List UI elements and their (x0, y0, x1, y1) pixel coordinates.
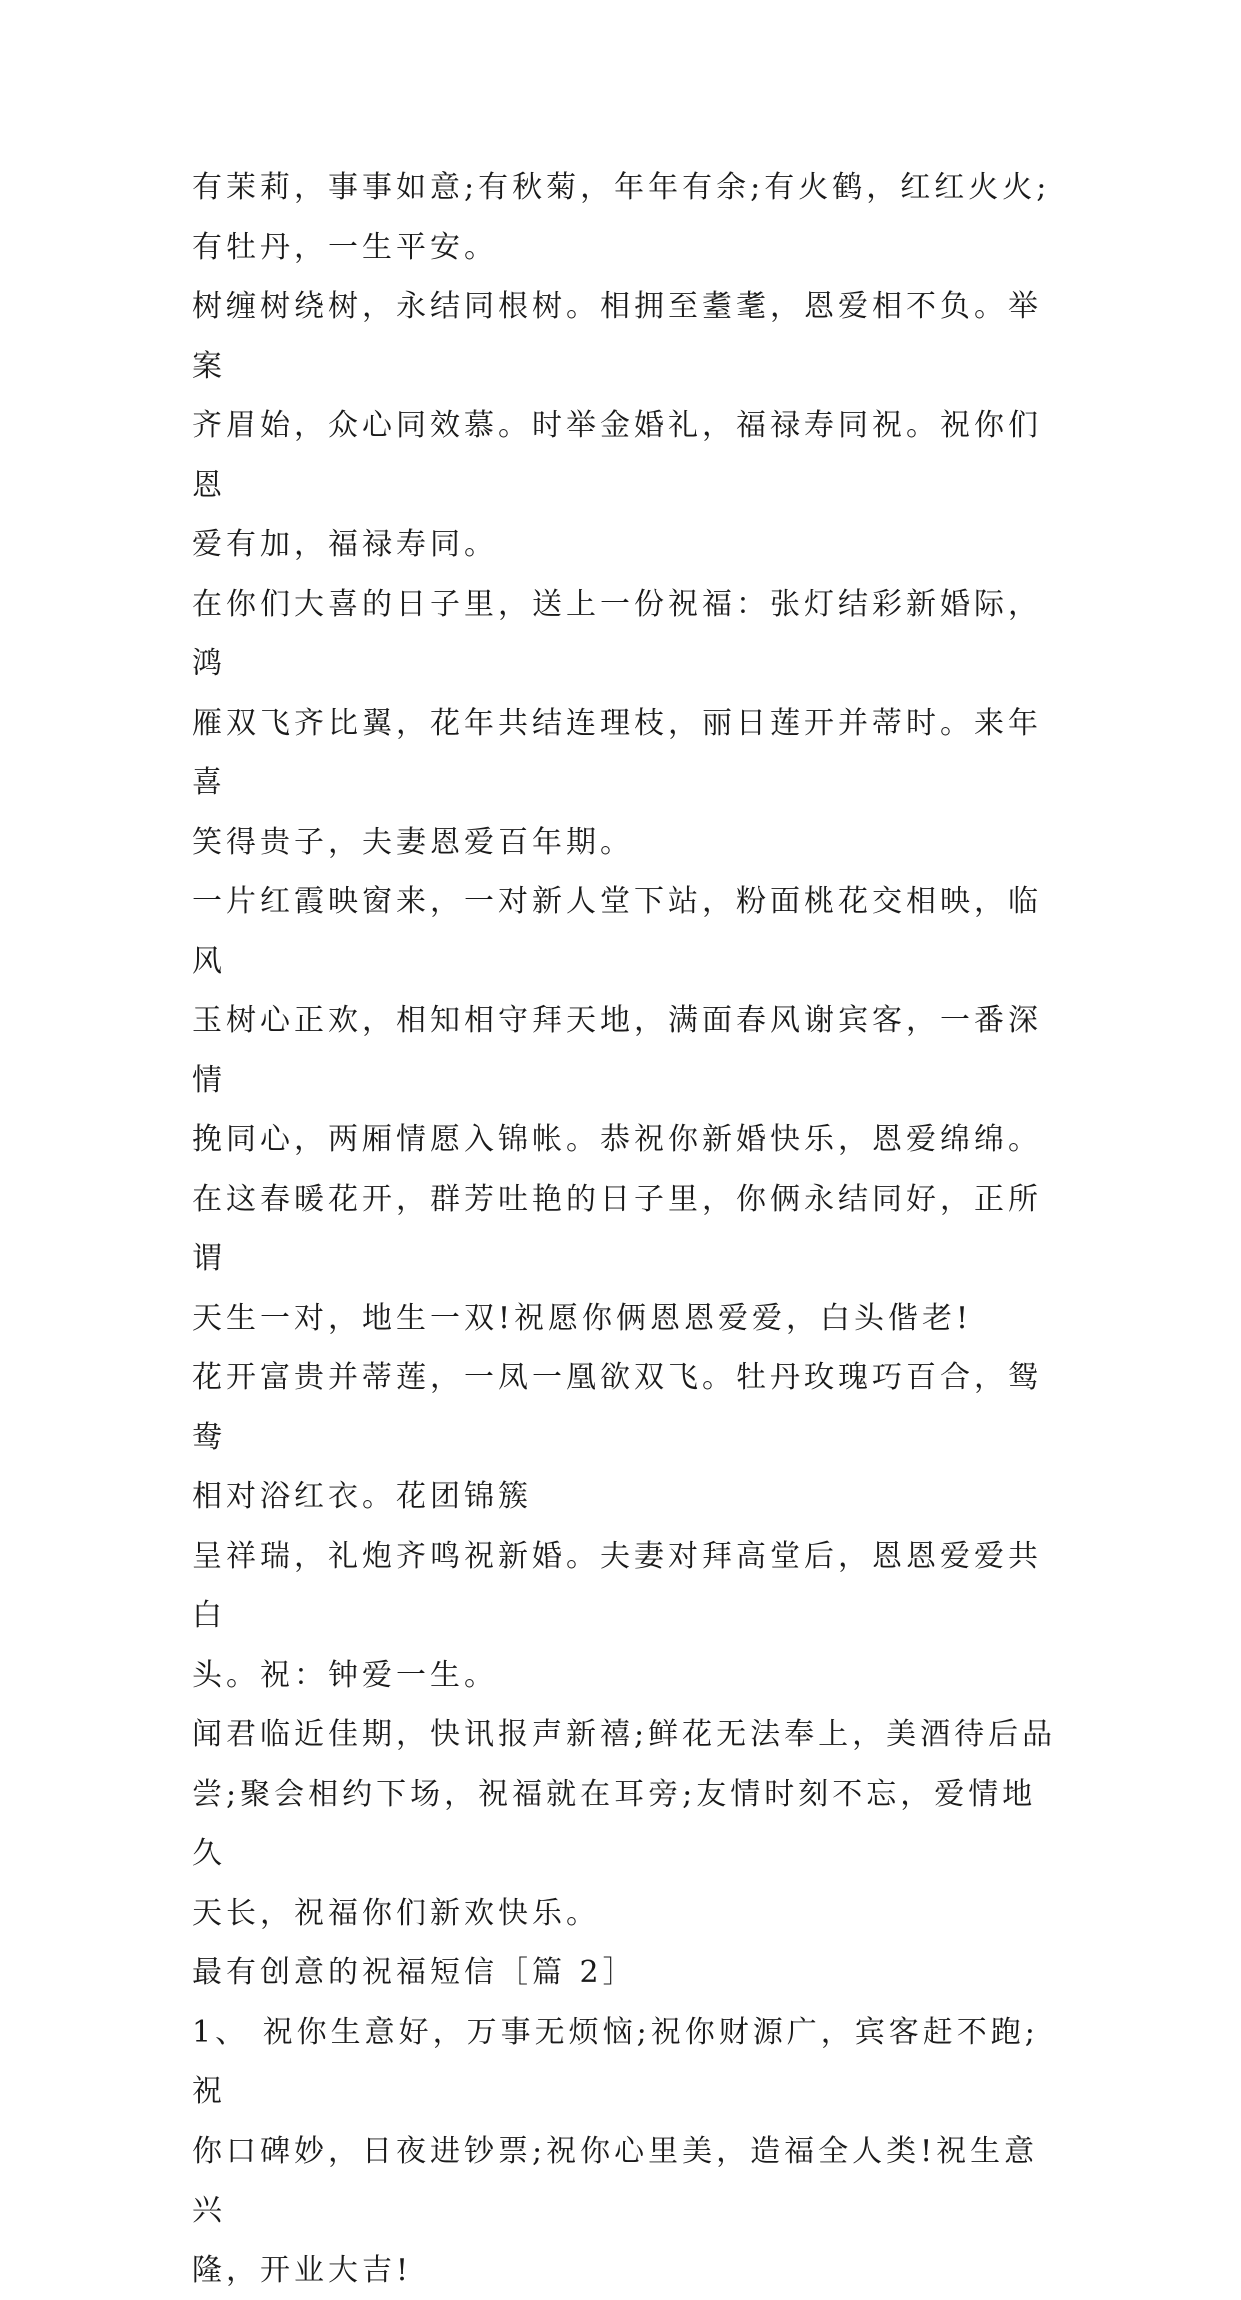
paragraph-happy-occasion: 闻君临近佳期，快讯报声新禧;鲜花无法奉上，美酒待后品 尝;聚会相约下场，祝福就在耳旁;友情时刻不忘，爱情地久 天长，祝福你们新欢快乐。 (192, 1705, 1062, 1943)
paragraph-tree-vow: 树缠树绕树，永结同根树。相拥至耋耄，恩爱相不负。举案 齐眉始，众心同效慕。时举金婚礼，福禄寿同祝。祝你们恩 爱有加，福禄寿同。 (192, 277, 1062, 575)
section-heading: 最有创意的祝福短信［篇 2］ (192, 1943, 1062, 2003)
paragraph-twin-lotus: 花开富贵并蒂莲，一凤一凰欲双飞。牡丹玫瑰巧百合，鸳鸯 相对浴红衣。花团锦簇 (192, 1348, 1062, 1527)
paragraph-spring-blossom: 在这春暖花开，群芳吐艳的日子里，你俩永结同好，正所谓 天生一对，地生一双!祝愿你俩恩恩爱爱，白头偕老! (192, 1170, 1062, 1349)
list-item-business-wishes: 1、 祝你生意好，万事无烦恼;祝你财源广，宾客赶不跑;祝 你口碑妙，日夜进钞票;祝你心里美，造福全人类!祝生意兴 隆，开业大吉! (192, 2003, 1062, 2300)
paragraph-red-clouds: 一片红霞映窗来，一对新人堂下站，粉面桃花交相映，临风 玉树心正欢，相知相守拜天地，满面春风谢宾客，一番深情 挽同心，两厢情愿入锦帐。恭祝你新婚快乐，恩爱绵绵。 (192, 872, 1062, 1170)
paragraph-jasmine-wishes: 有茉莉，事事如意;有秋菊，年年有余;有火鹤，红红火火; 有牡丹，一生平安。 (192, 158, 1062, 277)
paragraph-wedding-day-blessing: 在你们大喜的日子里，送上一份祝福：张灯结彩新婚际，鸿 雁双飞齐比翼，花年共结连理枝，丽日莲开并蒂时。来年喜 笑得贵子，夫妻恩爱百年期。 (192, 575, 1062, 873)
document-body (192, 158, 1062, 2300)
paragraph-auspicious: 呈祥瑞，礼炮齐鸣祝新婚。夫妻对拜高堂后，恩恩爱爱共白 头。祝：钟爱一生。 (192, 1527, 1062, 1706)
